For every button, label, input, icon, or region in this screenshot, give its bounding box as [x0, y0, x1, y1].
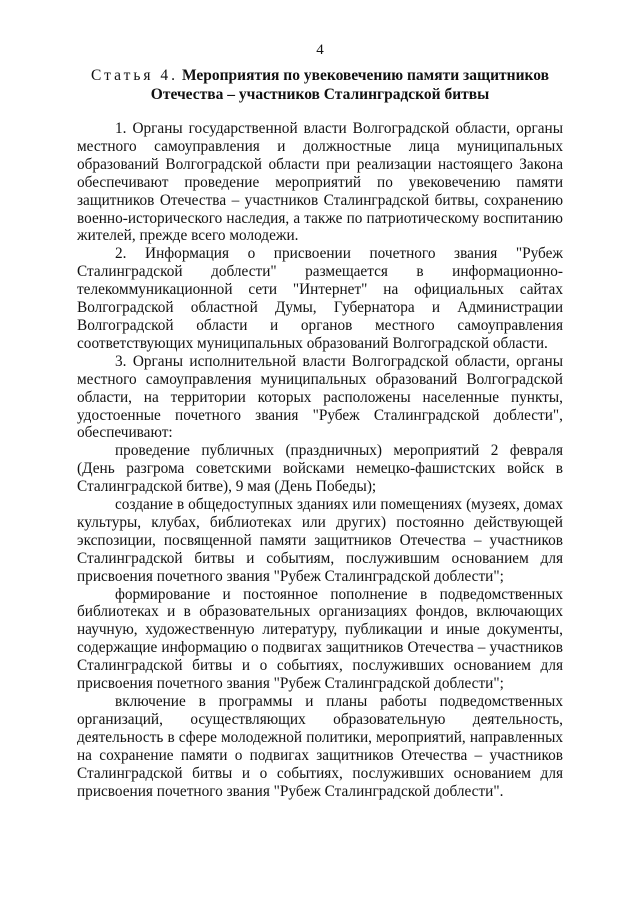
article-title: Мероприятия по увековечению памяти защитников Отечества – участников Сталинградской битвы: [150, 67, 549, 103]
paragraph-2: 2. Информация о присвоении почетного звания "Рубеж Сталинградской доблести" размещается в информационно-телекоммуникационной сети "Интернет" на официальных сайтах Волгоградской областной Думы, Губернатора и Администрации Волгоградской области и органов местного самоуправления соответствующих муниципальных образований Волгоградской области.: [77, 245, 563, 352]
paragraph-3: 3. Органы исполнительной власти Волгоградской области, органы местного самоуправления муниципальных образований Волгоградской области, на территории которых расположены населенные пункты, удостоенные почетного звания "Рубеж Сталинградской доблести", обеспечивают:: [77, 352, 563, 442]
list-item-programs: включение в программы и планы работы подведомственных организаций, осуществляющих образовательную деятельность, деятельность в сфере молодежной политики, мероприятий, направленных на сохранение памяти о подвигах защитников Отечества – участников Сталинградской битвы и о событиях, послуживших основанием для присвоения почетного звания "Рубеж Сталинградской доблести".: [77, 693, 563, 800]
article-body: [77, 120, 563, 800]
article-label: Статья 4.: [91, 67, 179, 84]
list-item-holidays: проведение публичных (праздничных) мероприятий 2 февраля (День разгрома советскими войсками немецко-фашистских войск в Сталинградской битве), 9 мая (День Победы);: [77, 442, 563, 496]
article-heading: [80, 66, 560, 104]
list-item-library-funds: формирование и постоянное пополнение в подведомственных библиотеках и в образовательных организациях фондов, включающих научную, художественную литературу, публикации и иные документы, содержащие информацию о подвигах защитников Отечества – участников Сталинградской битвы и о событиях, послуживших основанием для присвоения почетного звания "Рубеж Сталинградской доблести";: [77, 585, 563, 693]
paragraph-1: 1. Органы государственной власти Волгоградской области, органы местного самоуправления и должностные лица муниципальных образований Волгоградской области при реализации настоящего Закона обеспечивают проведение мероприятий по увековечению памяти защитников Отечества – участников Сталинградской битвы, сохранению военно-исторического наследия, а также по патриотическому воспитанию жителей, прежде всего молодежи.: [77, 120, 563, 245]
page-number: 4: [316, 42, 324, 58]
list-item-exposition: создание в общедоступных зданиях или помещениях (музеях, домах культуры, клубах, библиотеках или других) постоянно действующей экспозиции, посвященной памяти защитников Отечества – участников Сталинградской битвы и событиям, послужившим основанием для присвоения почетного звания "Рубеж Сталинградской доблести";: [77, 496, 563, 585]
